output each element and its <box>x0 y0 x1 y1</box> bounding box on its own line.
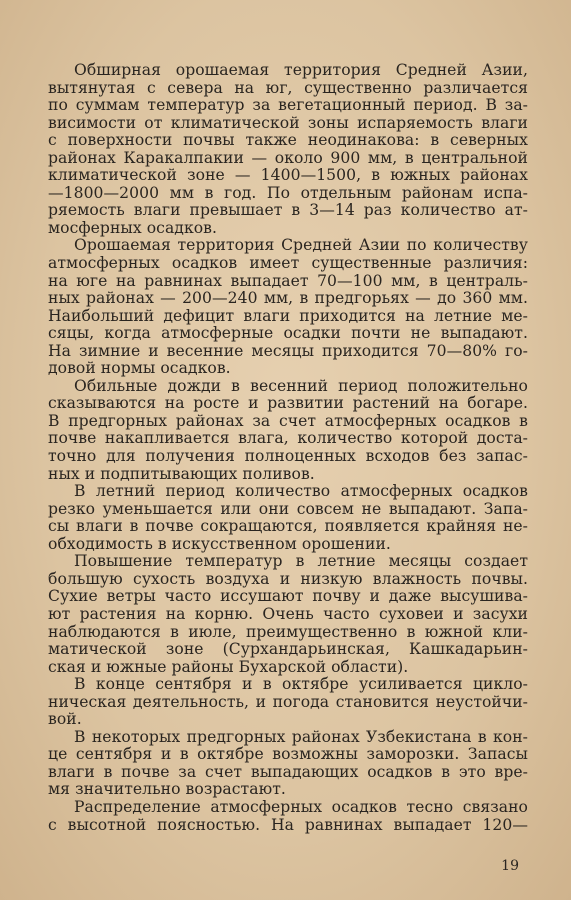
text-line: резко уменьшается или они совсем не выпадают. Запа- <box>48 499 528 518</box>
text-line: обходимость в искусственном орошении. <box>48 534 391 553</box>
text-line: В предгорных районах за счет атмосферных осадков в <box>48 411 528 430</box>
text-line: сяцы, когда атмосферные осадки почти не выпадают. <box>48 324 528 343</box>
text-line: Сухие ветры часто иссушают почву и даже высушива- <box>48 587 528 606</box>
text-line: Наибольший дефицит влаги приходится на летние ме- <box>48 306 528 325</box>
text-line: В летний период количество атмосферных осадков <box>74 482 528 501</box>
text-line: вой. <box>48 710 82 729</box>
text-line: на юге на равнинах выпадает 70—100 мм, в централь- <box>48 271 528 290</box>
text-line: На зимние и весенние месяцы приходится 70—80% го- <box>48 341 528 360</box>
text-line: климатической зоне — 1400—1500, в южных районах <box>48 166 528 185</box>
text-line: Орошаемая территория Средней Азии по количеству <box>74 236 528 255</box>
paragraph <box>48 553 528 676</box>
text-line: ных районах — 200—240 мм, в предгорьях — до 360 мм. <box>48 289 528 308</box>
text-line: районах Каракалпакии — около 900 мм, в центральной <box>48 148 528 167</box>
text-line: В конце сентября и в октябре усиливается цикло- <box>74 675 528 694</box>
page-text <box>48 62 528 834</box>
paragraph <box>48 378 528 483</box>
text-line: ряемость влаги превышает в 3—14 раз количество ат- <box>48 201 528 220</box>
text-line: матической зоне (Сурхандарьинская, Кашкадарьин- <box>48 640 528 659</box>
text-line: атмосферных осадков имеет существенные различия: <box>48 254 528 273</box>
text-line: Повышение температур в летние месяцы создает <box>74 552 528 571</box>
text-line: мосферных осадков. <box>48 218 218 237</box>
text-line: ническая деятельность, и погода становится неустойчи- <box>48 692 528 711</box>
text-line: влаги в почве за счет выпадающих осадков в это вре- <box>48 762 528 781</box>
paragraph <box>48 676 528 729</box>
paragraph <box>48 729 528 799</box>
text-line: В некоторых предгорных районах Узбекистана в кон- <box>74 727 528 746</box>
text-line: висимости от климатической зоны испаряемость влаги <box>48 113 528 132</box>
text-line: ных и подпитывающих поливов. <box>48 464 315 483</box>
text-line: сказываются на росте и развитии растений на богаре. <box>48 394 528 413</box>
text-line: довой нормы осадков. <box>48 359 231 378</box>
text-line: мя значительно возрастают. <box>48 780 286 799</box>
text-line: с поверхности почвы также неодинакова: в северных <box>48 131 528 150</box>
text-line: точно для получения полноценных всходов без запас- <box>48 447 528 466</box>
text-line: Распределение атмосферных осадков тесно связано <box>74 797 528 816</box>
text-line: большую сухость воздуха и низкую влажность почвы. <box>48 569 528 588</box>
text-line: наблюдаются в июле, преимущественно в южной кли- <box>48 622 528 641</box>
page-number: 19 <box>501 858 519 874</box>
text-line: сы влаги в почве сокращаются, появляется крайняя не- <box>48 517 528 536</box>
paragraph <box>48 799 528 834</box>
text-line: вытянутая с севера на юг, существенно различается <box>48 78 528 97</box>
text-line: почве накапливается влага, количество которой доста- <box>48 429 528 448</box>
paragraph <box>48 62 528 237</box>
text-line: ют растения на корню. Очень часто суховеи и засухи <box>48 604 528 623</box>
paragraph <box>48 237 528 377</box>
paragraph <box>48 483 528 553</box>
text-line: по суммам температур за вегетационный период. В за- <box>48 96 528 115</box>
text-line: с высотной поясностью. На равнинах выпадает 120— <box>48 815 528 834</box>
text-line: ская и южные районы Бухарской области). <box>48 657 409 676</box>
text-line: —1800—2000 мм в год. По отдельным районам испа- <box>48 183 528 202</box>
text-line: це сентября и в октябре возможны заморозки. Запасы <box>48 745 528 764</box>
text-line: Обильные дожди в весенний период положительно <box>74 376 528 395</box>
text-line: Обширная орошаемая территория Средней Азии, <box>74 61 528 79</box>
